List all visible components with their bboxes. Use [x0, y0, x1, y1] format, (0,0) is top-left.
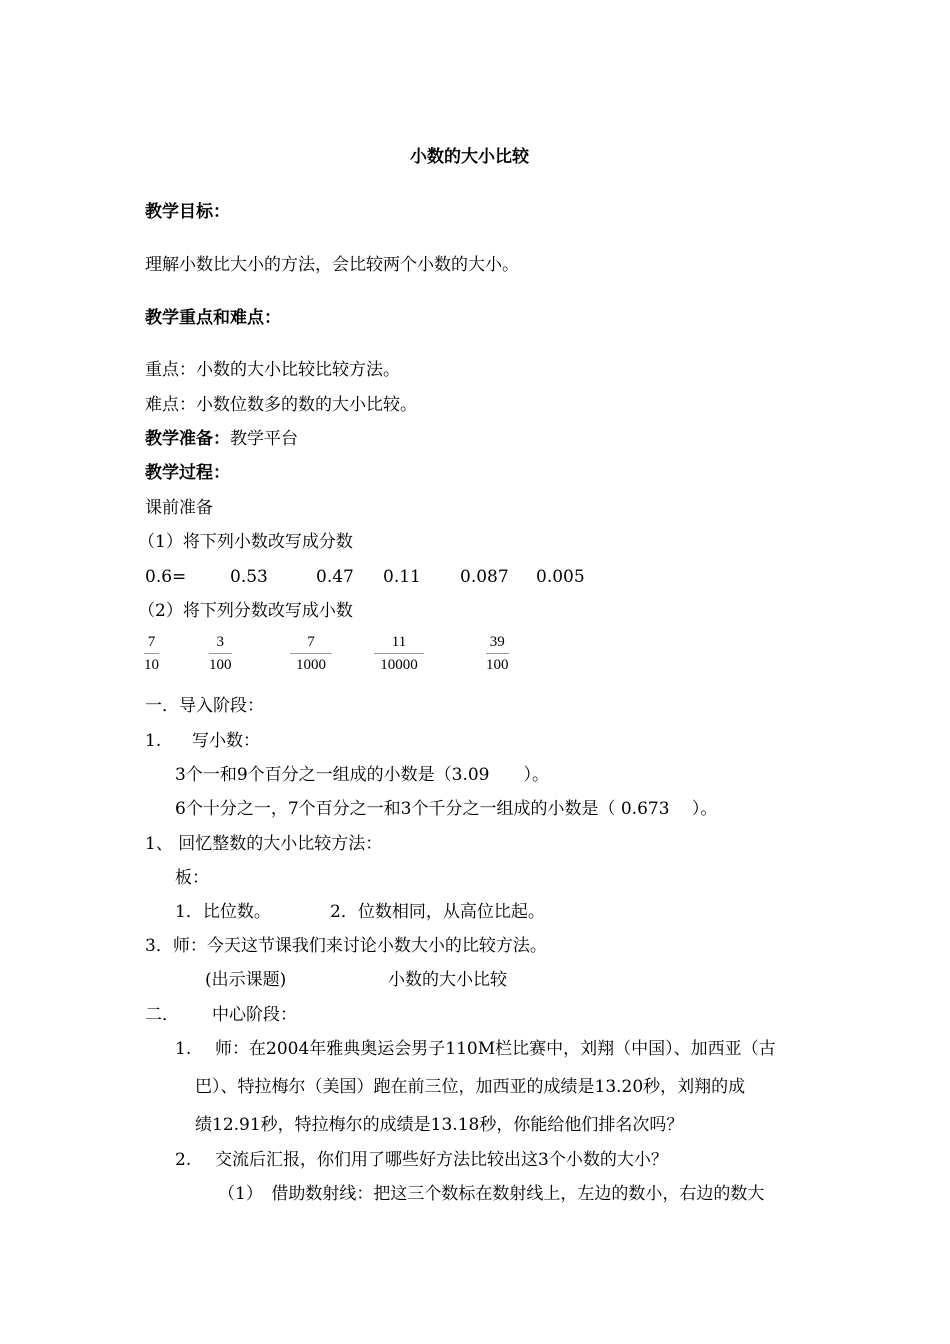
board-rule-2: 2．位数相同，从高位比起。	[330, 902, 545, 922]
prep-value: 教学平台	[230, 429, 298, 449]
process-heading: 教学过程：	[145, 463, 230, 483]
board-label: 板：	[175, 868, 209, 888]
page-title: 小数的大小比较	[410, 147, 529, 167]
fraction: $\frac{3}{100}$	[209, 634, 232, 673]
key-point: 重点：小数的大小比较比较方法。	[145, 360, 400, 380]
section-2-heading: 中心阶段：	[212, 1005, 297, 1025]
decimal-item: 0.47	[316, 567, 354, 587]
goals-text: 理解小数比大小的方法，会比较两个小数的大小。	[145, 255, 519, 275]
s2-sub-1: （1） 借助数射线：把这三个数标在数射线上，左边的数小，右边的数大	[218, 1184, 765, 1204]
show-topic: (出示课题)	[205, 970, 287, 990]
fraction: $\frac{11}{10000}$	[374, 634, 424, 674]
section-2-num: 二．	[145, 1005, 179, 1025]
s1-item1: 写小数：	[192, 731, 260, 751]
s1-question-1: 3个一和9个百分之一组成的小数是（3.09 ）。	[175, 765, 549, 785]
pre-class: 课前准备	[145, 498, 213, 518]
fraction: $\frac{7}{10}$	[144, 634, 159, 673]
fraction: $\frac{7}{1000}$	[290, 634, 332, 674]
section-1-heading: 一．导入阶段：	[145, 696, 264, 716]
decimal-item: 0.53	[230, 567, 268, 587]
s2-item1-line: 巴）、特拉梅尔（美国）跑在前三位，加西亚的成绩是13.20秒，刘翔的成	[195, 1077, 746, 1097]
prep-line	[145, 429, 298, 449]
key-heading: 教学重点和难点：	[145, 308, 281, 328]
s2-item1-num: 1.	[175, 1039, 192, 1059]
s1-item1-num: 1.	[145, 731, 162, 751]
s1-item3: 3．师：今天这节课我们来讨论小数大小的比较方法。	[145, 936, 547, 956]
task-2: （2）将下列分数改写成小数	[138, 601, 353, 621]
s1-item2: 1、 回忆整数的大小比较方法：	[145, 834, 383, 854]
prep-label: 教学准备：	[145, 429, 230, 449]
decimal-item: 0.11	[383, 567, 421, 587]
fraction: $\frac{39}{100}$	[486, 634, 509, 673]
difficult-point: 难点：小数位数多的数的大小比较。	[145, 395, 417, 415]
decimal-item: 0.005	[536, 567, 585, 587]
s1-question-2: 6个十分之一，7个百分之一和3个千分之一组成的小数是（ 0.673 ）。	[175, 799, 718, 819]
s2-item1-line: 师：在2004年雅典奥运会男子110M栏比赛中，刘翔（中国）、加西亚（古	[215, 1039, 776, 1059]
decimal-item: 0.6=	[145, 567, 187, 587]
decimal-item: 0.087	[460, 567, 509, 587]
topic: 小数的大小比较	[388, 970, 507, 990]
s2-item2-num: 2.	[175, 1150, 192, 1170]
task-1: （1）将下列小数改写成分数	[138, 532, 353, 552]
s2-item1-line: 绩12.91秒，特拉梅尔的成绩是13.18秒，你能给他们排名次吗？	[195, 1115, 684, 1135]
goals-heading: 教学目标：	[145, 202, 230, 222]
board-rule-1: 1．比位数。	[175, 902, 271, 922]
s2-item2: 交流后汇报，你们用了哪些好方法比较出这3个小数的大小？	[215, 1150, 668, 1170]
